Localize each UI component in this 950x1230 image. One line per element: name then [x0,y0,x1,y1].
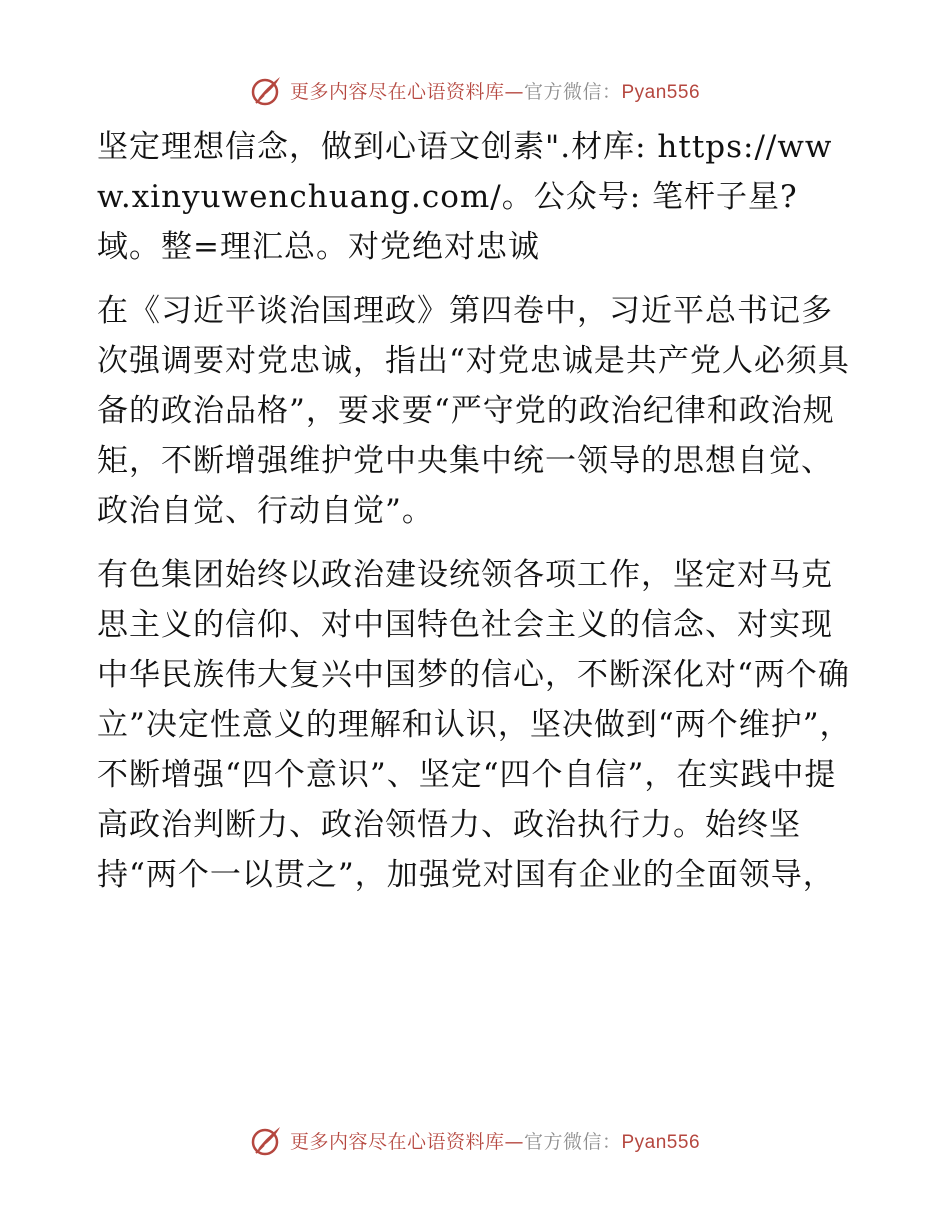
footer-separator: — [504,1130,524,1153]
header-wechat-id: Pyan556 [621,81,701,103]
footer-banner-text [290,1127,700,1154]
footer-wechat-id: Pyan556 [621,1131,701,1153]
footer-banner-inner [250,1123,700,1157]
feather-pen-logo-icon [250,73,284,107]
header-wechat-label: 官方微信： [523,80,622,103]
header-separator: — [504,80,524,103]
footer-wechat-label: 官方微信： [523,1130,622,1153]
header-banner-text [290,77,700,104]
feather-pen-logo-icon [250,1123,284,1157]
header-banner-inner [250,73,700,107]
paragraph-3: 有色集团始终以政治建设统领各项工作，坚定对马克思主义的信仰、对中国特色社会主义的信念、对实现中华民族伟大复兴中国梦的信心，不断深化对“两个确立”决定性意义的理解和认识，坚决做到“两个维护”，不断增强“四个意识”、坚定“四个自信”，在实践中提高政治判断力、政治领悟力、政治执行力。始终坚持“两个一以贯之”，加强党对国有企业的全面领导， [97,557,852,893]
header-banner [0,70,950,110]
document-body [97,122,857,914]
header-brand-text: 更多内容尽在心语资料库 [289,80,505,103]
paragraph-1: 坚定理想信念，做到心语文创素".材库: https://www.xinyuwenchuang.com/。公众号: 笔杆子星?域。整=理汇总。对党绝对忠诚 [97,129,833,265]
paragraph-2: 在《习近平谈治国理政》第四卷中，习近平总书记多次强调要对党忠诚，指出“对党忠诚是共产党人必须具备的政治品格”，要求要“严守党的政治纪律和政治规矩，不断增强维护党中央集中统一领导的思想自觉、政治自觉、行动自觉”。 [97,293,850,529]
footer-banner [0,1120,950,1160]
footer-brand-text: 更多内容尽在心语资料库 [289,1130,505,1153]
